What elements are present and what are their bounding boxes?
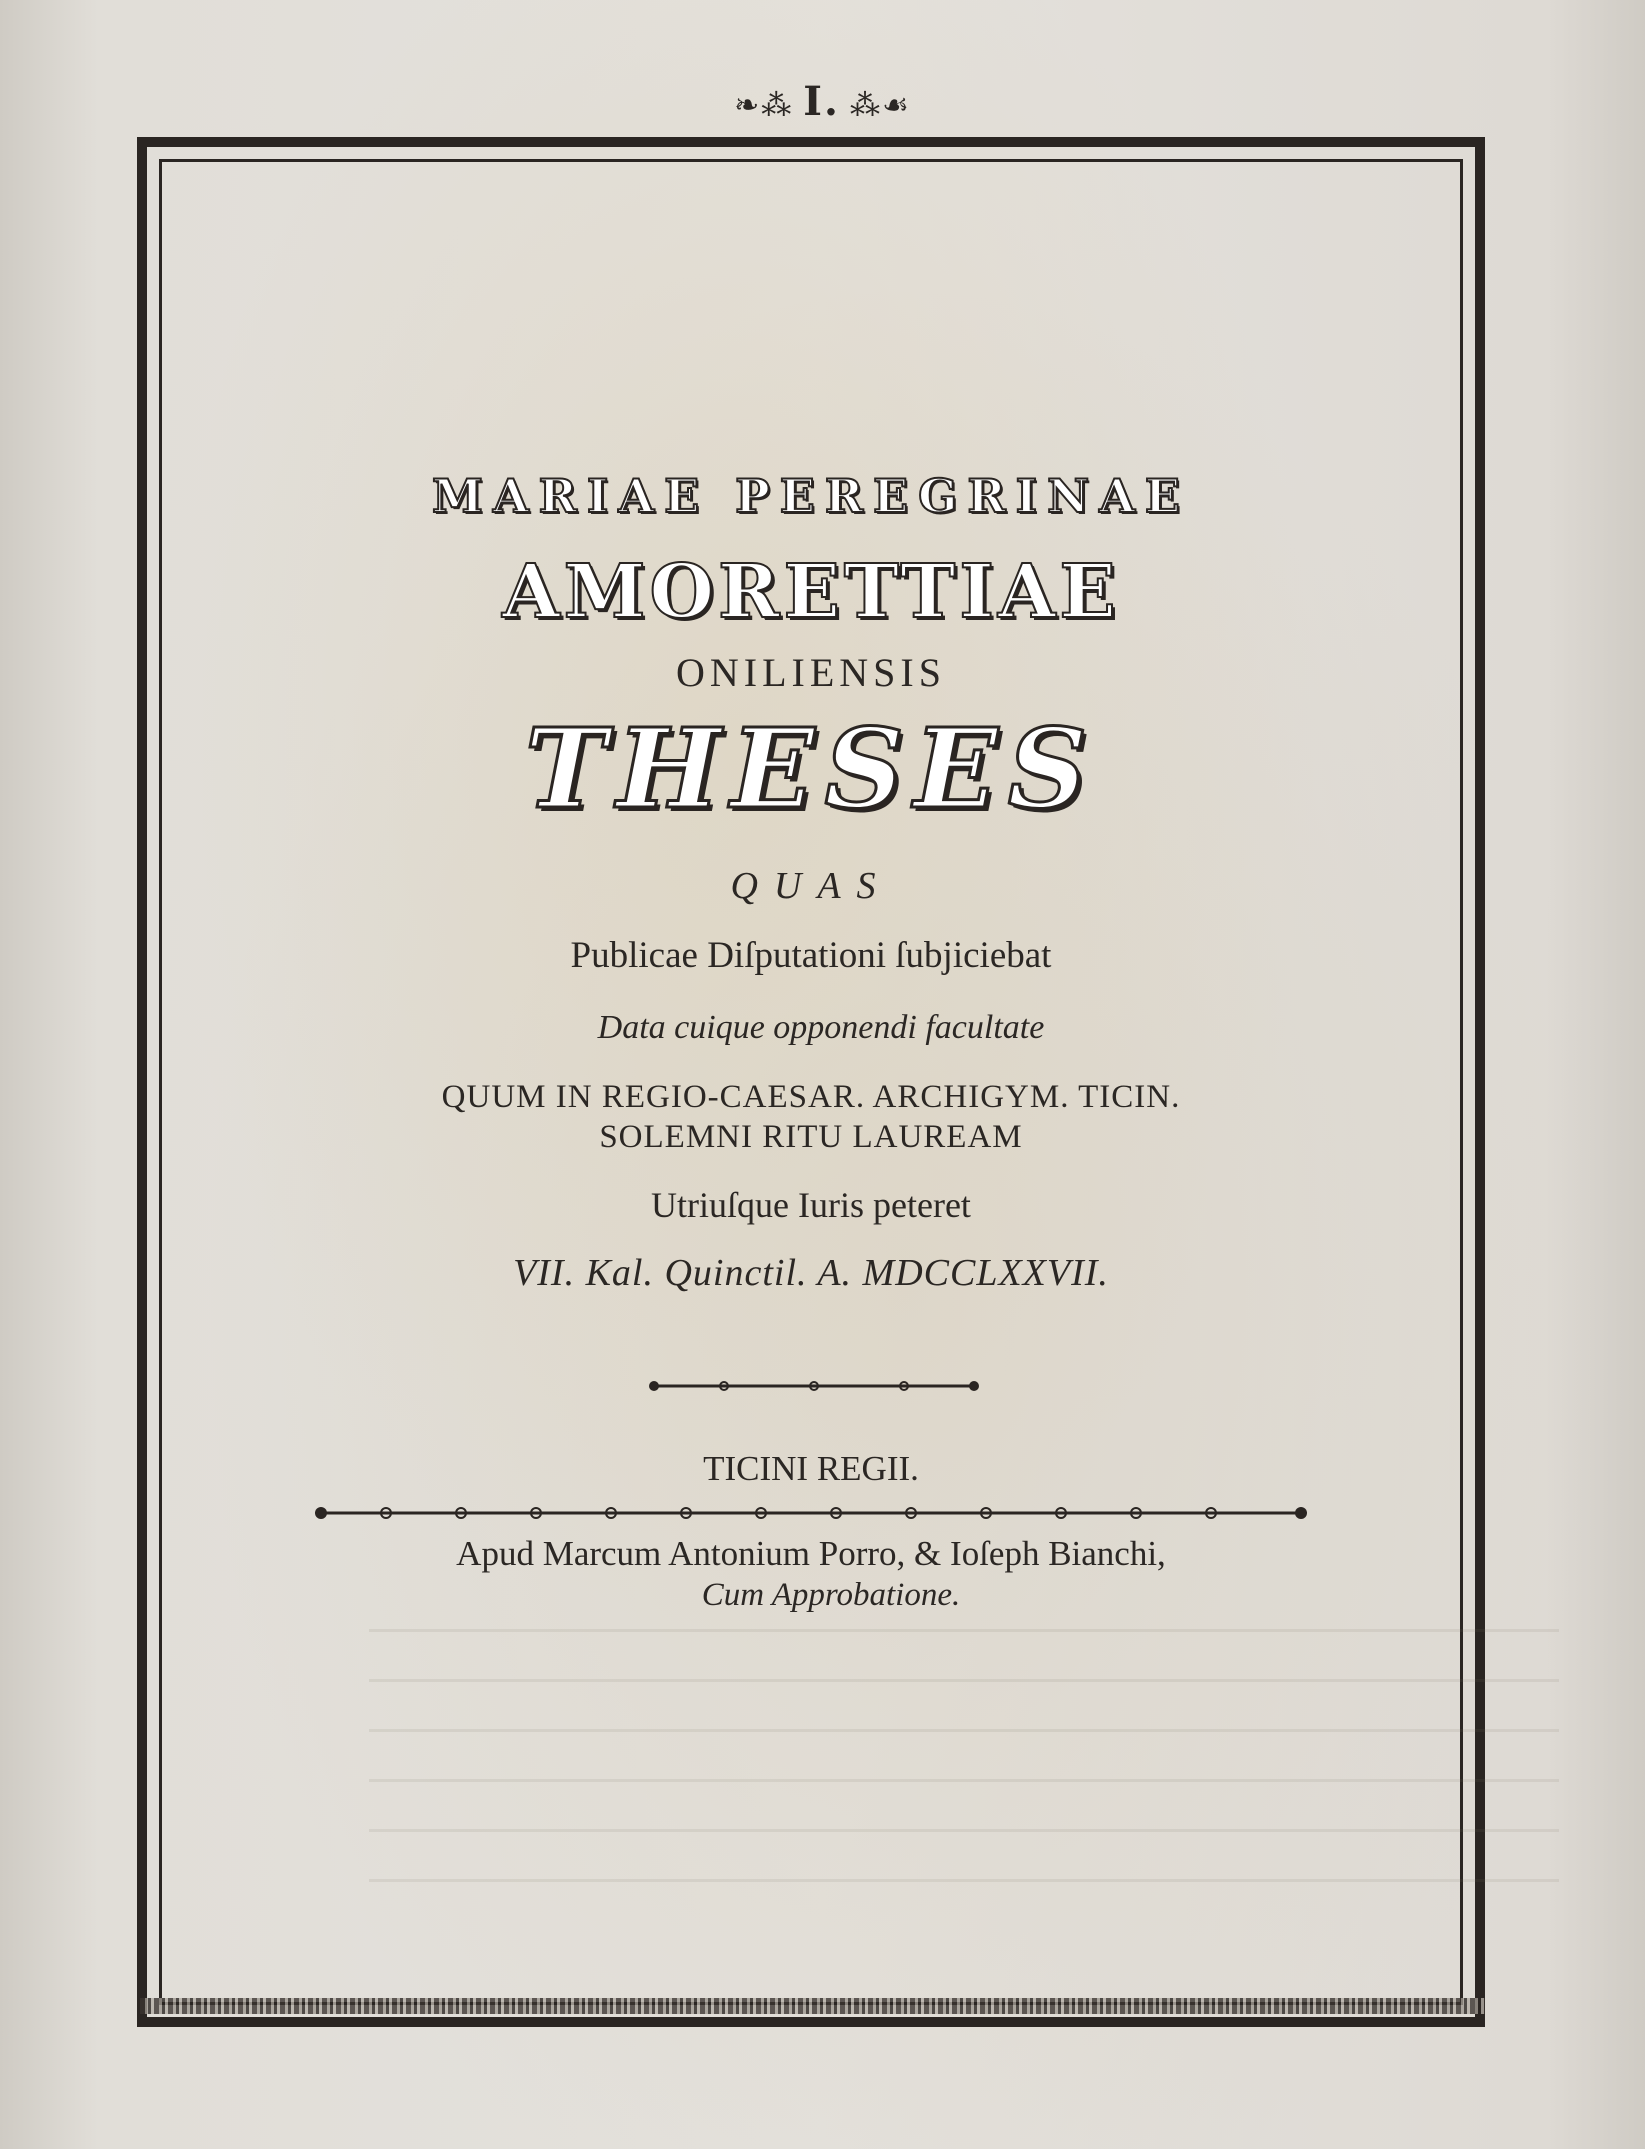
- bleed-through-line: [369, 1679, 1559, 1682]
- bleed-through-line: [369, 1779, 1559, 1782]
- author-surname: AMORETTIAE: [502, 549, 1120, 635]
- main-title: THESES: [524, 704, 1098, 833]
- bleed-through-line: [369, 1829, 1559, 1832]
- page-number: I.: [803, 78, 840, 125]
- printers-line: Apud Marcum Antonium Porro, & Ioſeph Bianchi,: [456, 1534, 1166, 1573]
- floral-ornament-right-icon: ⁂☙: [849, 87, 911, 123]
- quas-line: QUAS: [730, 865, 892, 907]
- small-ornamental-rule: [644, 1379, 984, 1393]
- author-origin: ONILIENSIS: [676, 650, 946, 695]
- approbation-line: Cum Approbatione.: [701, 1577, 961, 1613]
- bleed-through-line: [369, 1629, 1559, 1632]
- floral-ornament-left-icon: ❧⁂: [734, 87, 794, 123]
- archigymnasium-line: QUUM IN REGIO-CAESAR. ARCHIGYM. TICIN.: [441, 1079, 1181, 1115]
- bleed-through-line: [369, 1879, 1559, 1882]
- law-degree-line: Utriuſque Iuris peteret: [651, 1185, 971, 1225]
- bleed-through-line: [369, 1729, 1559, 1732]
- disputation-line: Publicae Diſputationi ſubjiciebat: [570, 935, 1052, 976]
- author-first-names: MARIAE PEREGRINAE: [432, 469, 1190, 523]
- large-ornamental-rule: [311, 1504, 1311, 1522]
- date-line: VII. Kal. Quinctil. A. MDCCLXXVII.: [513, 1252, 1109, 1294]
- laurea-line: SOLEMNI RITU LAUREAM: [599, 1119, 1023, 1155]
- title-page-content: [159, 159, 1463, 2005]
- imprint-place: TICINI REGII.: [703, 1449, 919, 1488]
- faculty-line: Data cuique opponendi facultate: [597, 1009, 1045, 1046]
- page-number-heading: [0, 78, 1645, 125]
